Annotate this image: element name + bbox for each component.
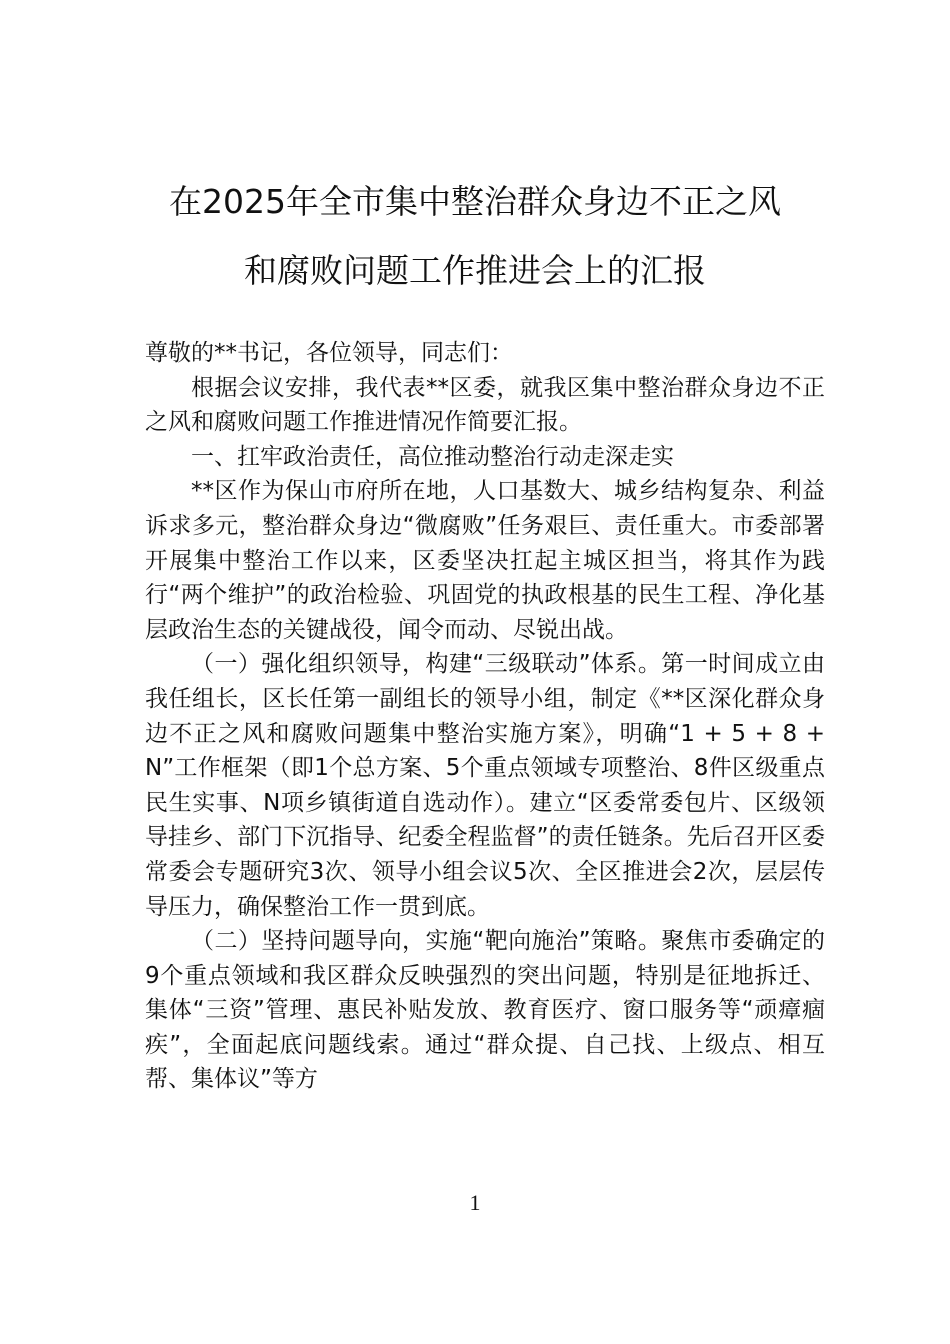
paragraph-item-1: （一）强化组织领导，构建“三级联动”体系。第一时间成立由我任组长，区长任第一副组长的领导小组，制定《**区深化群众身边不正之风和腐败问题集中整治实施方案》，明确“1 + 5 + 8 + N”工作框架（即1个总方案、5个重点领域专项整治、8件区级重点民生实事、N项乡镇街道自选动作）。建立“区委常委包片、区级领导挂乡、部门下沉指导、纪委全程监督”的责任链条。先后召开区委常委会专题研究3次、领导小组会议5次、全区推进会2次，层层传导压力，确保整治工作一贯到底。 bbox=[145, 651, 825, 920]
page-number: 1 bbox=[469, 1190, 481, 1215]
paragraph-overview: **区作为保山市府所在地，人口基数大、城乡结构复杂、利益诉求多元，整治群众身边“微腐败”任务艰巨、责任重大。市委部署开展集中整治工作以来，区委坚决扛起主城区担当，将其作为践行“两个维护”的政治检验、巩固党的执政根基的民生工程、净化基层政治生态的关键战役，闻令而动、尽锐出战。 bbox=[145, 478, 825, 643]
document-title-line-2: 和腐败问题工作推进会上的汇报 bbox=[244, 251, 706, 290]
paragraph-intro: 根据会议安排，我代表**区委，就我区集中整治群众身边不正之风和腐败问题工作推进情况作简要汇报。 bbox=[145, 374, 825, 436]
section-heading: 一、扛牢政治责任，高位推动整治行动走深走实 bbox=[191, 443, 674, 470]
document-title-line-1: 在2025年全市集中整治群众身边不正之风 bbox=[169, 182, 781, 221]
document-body bbox=[145, 336, 825, 1097]
salutation: 尊敬的**书记，各位领导，同志们： bbox=[145, 340, 513, 366]
paragraph-item-2: （二）坚持问题导向，实施“靶向施治”策略。聚焦市委确定的9个重点领域和我区群众反映强烈的突出问题，特别是征地拆迁、集体“三资”管理、惠民补贴发放、教育医疗、窗口服务等“顽瘴痼疾”，全面起底问题线索。通过“群众提、自己找、上级点、相互帮、集体议”等方 bbox=[145, 928, 825, 1093]
